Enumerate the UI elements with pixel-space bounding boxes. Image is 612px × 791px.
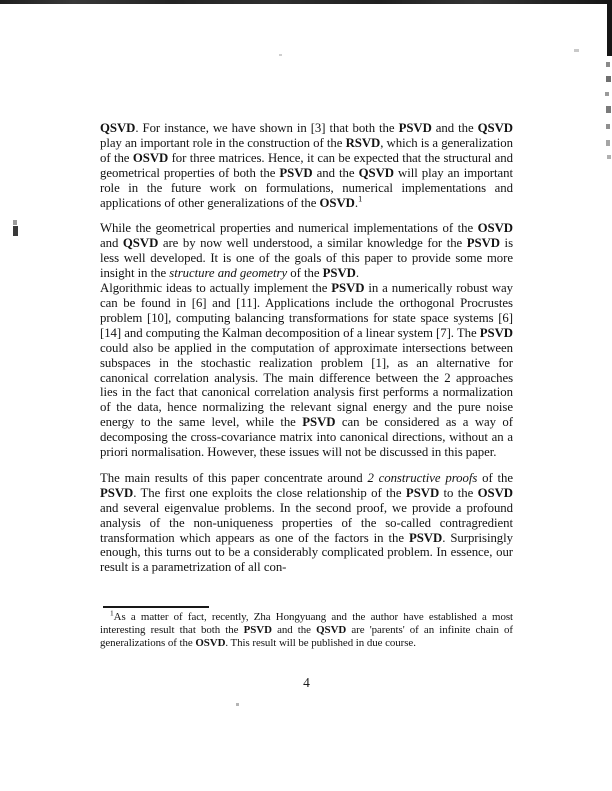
text-segment: QSVD (358, 165, 394, 180)
text-segment: 1 (110, 608, 114, 618)
text-segment: and the (271, 624, 317, 636)
text-segment: of the (477, 470, 513, 485)
text-segment: are by now well understood, a similar knowledge for the (158, 236, 467, 251)
text-segment: The main results of this paper concentrate around (100, 470, 368, 485)
text-segment: of the (287, 266, 323, 281)
text-segment: and the (431, 121, 478, 135)
text-segment: , which is a generalization of the (100, 135, 513, 165)
text-segment: . The first one exploits the close relationship of the (133, 485, 406, 500)
text-segment: PSVD (322, 266, 356, 281)
text-segment: play an important role in the construction of the (100, 135, 346, 150)
text-segment: in a numerically robust way can be found in [6] and [11]. Applications include the orthogonal Procrustes problem [10], computing balancing transformations for state space systems [6] [14] and computing the Kalman decomposition of a linear system [7]. The (100, 281, 513, 340)
footnote-area (100, 606, 513, 650)
scan-speck (606, 76, 611, 82)
text-segment: PSVD (466, 236, 500, 251)
text-segment: Algorithmic ideas to actually implement the (100, 281, 332, 296)
scan-speck (236, 703, 239, 706)
text-segment: structure and geometry (169, 266, 288, 281)
scan-speck (606, 124, 610, 129)
text-segment: PSVD (302, 415, 336, 430)
text-segment: PSVD (479, 325, 513, 340)
text-segment: QSVD (316, 624, 347, 636)
text-segment: is less well developed. It is one of the goals of this paper to provide some more insight in the (100, 236, 513, 281)
text-segment: are 'parents' of an infinite chain of generalizations of the (100, 624, 513, 649)
text-segment: RSVD (345, 135, 381, 150)
text-segment: OSVD (132, 150, 169, 165)
page-number: 4 (303, 675, 310, 690)
scan-edge-artifact-top-right (607, 0, 612, 56)
text-segment: PSVD (398, 121, 432, 135)
text-segment: 1 (358, 193, 363, 204)
text-segment: . Surprisingly enough, this turns out to be a considerably complicated problem. In essence, our result is a parametrization of all con- (100, 530, 513, 575)
text-segment: and (100, 236, 123, 251)
text-segment: will play an important role in the future work on formulations, numerical implementations and applications of other generalizations of the (100, 165, 513, 210)
text-segment: PSVD (243, 624, 272, 636)
scan-speck (606, 140, 610, 146)
text-segment: OSVD (477, 485, 513, 500)
text-segment: QSVD (477, 121, 513, 135)
footnote-text (100, 608, 513, 650)
text-segment: for three matrices. Hence, it can be expected that the structural and geometrical properties of both the (100, 150, 514, 180)
text-segment: PSVD (405, 485, 440, 500)
text-segment: and several eigenvalue problems. In the second proof, we provide a profound analysis of the non-uniqueness properties of the so-called contragredient transformation which appears as one of the factors in the (100, 500, 513, 545)
text-segment: . (355, 266, 359, 281)
text-segment: OSVD (195, 637, 226, 649)
text-segment: QSVD (100, 121, 136, 135)
footnote-separator-rule (103, 606, 209, 608)
scan-speck (605, 92, 609, 96)
body-paragraph-2 (100, 221, 513, 281)
text-segment: As a matter of fact, recently, Zha Hongyuang and the author have established a most interesting result that both the (100, 611, 513, 636)
text-segment: . (354, 195, 358, 210)
scan-speck (606, 106, 611, 113)
text-segment: While the geometrical properties and numerical implementations of the (100, 221, 478, 236)
text-segment: 2 constructive proofs (367, 470, 478, 485)
scan-speck (574, 49, 579, 52)
text-segment: and the (312, 165, 359, 180)
text-segment: PSVD (331, 281, 365, 296)
text-segment: can be considered as a way of decomposing the cross-covariance matrix into canonical directions, without an a priori normalisation. However, these issues will not be discussed in this paper. (100, 415, 513, 460)
scan-mark-left-margin (13, 226, 18, 236)
text-segment: to the (439, 485, 478, 500)
scan-speck (606, 62, 610, 67)
text-segment: PSVD (279, 165, 313, 180)
body-paragraph-4 (100, 471, 513, 575)
text-segment: OSVD (319, 195, 355, 210)
body-paragraph-1 (100, 121, 513, 210)
text-segment: QSVD (122, 236, 159, 251)
scan-mark-left-margin (13, 220, 17, 225)
text-segment: . This result will be published in due course. (225, 637, 416, 649)
scan-edge-artifact-top (0, 0, 612, 4)
text-segment: OSVD (477, 221, 513, 236)
text-segment: PSVD (100, 485, 134, 500)
scan-speck (607, 155, 611, 159)
body-paragraph-3 (100, 281, 513, 460)
scan-speck (279, 54, 282, 56)
text-segment: . For instance, we have shown in [3] that both the (135, 121, 399, 135)
page-body (100, 121, 513, 575)
text-segment: PSVD (408, 530, 443, 545)
text-segment: could also be applied in the computation of approximate intersections between subspaces in the stochastic realization problem [1], as an alternative for canonical correlation analysis. The main difference between the 2 approaches lies in the fact that canonical correlation analysis first performs a normalization of the data, hence normalizing the relevant signal energy and the pure noise energy to the same level, while the (100, 340, 513, 430)
